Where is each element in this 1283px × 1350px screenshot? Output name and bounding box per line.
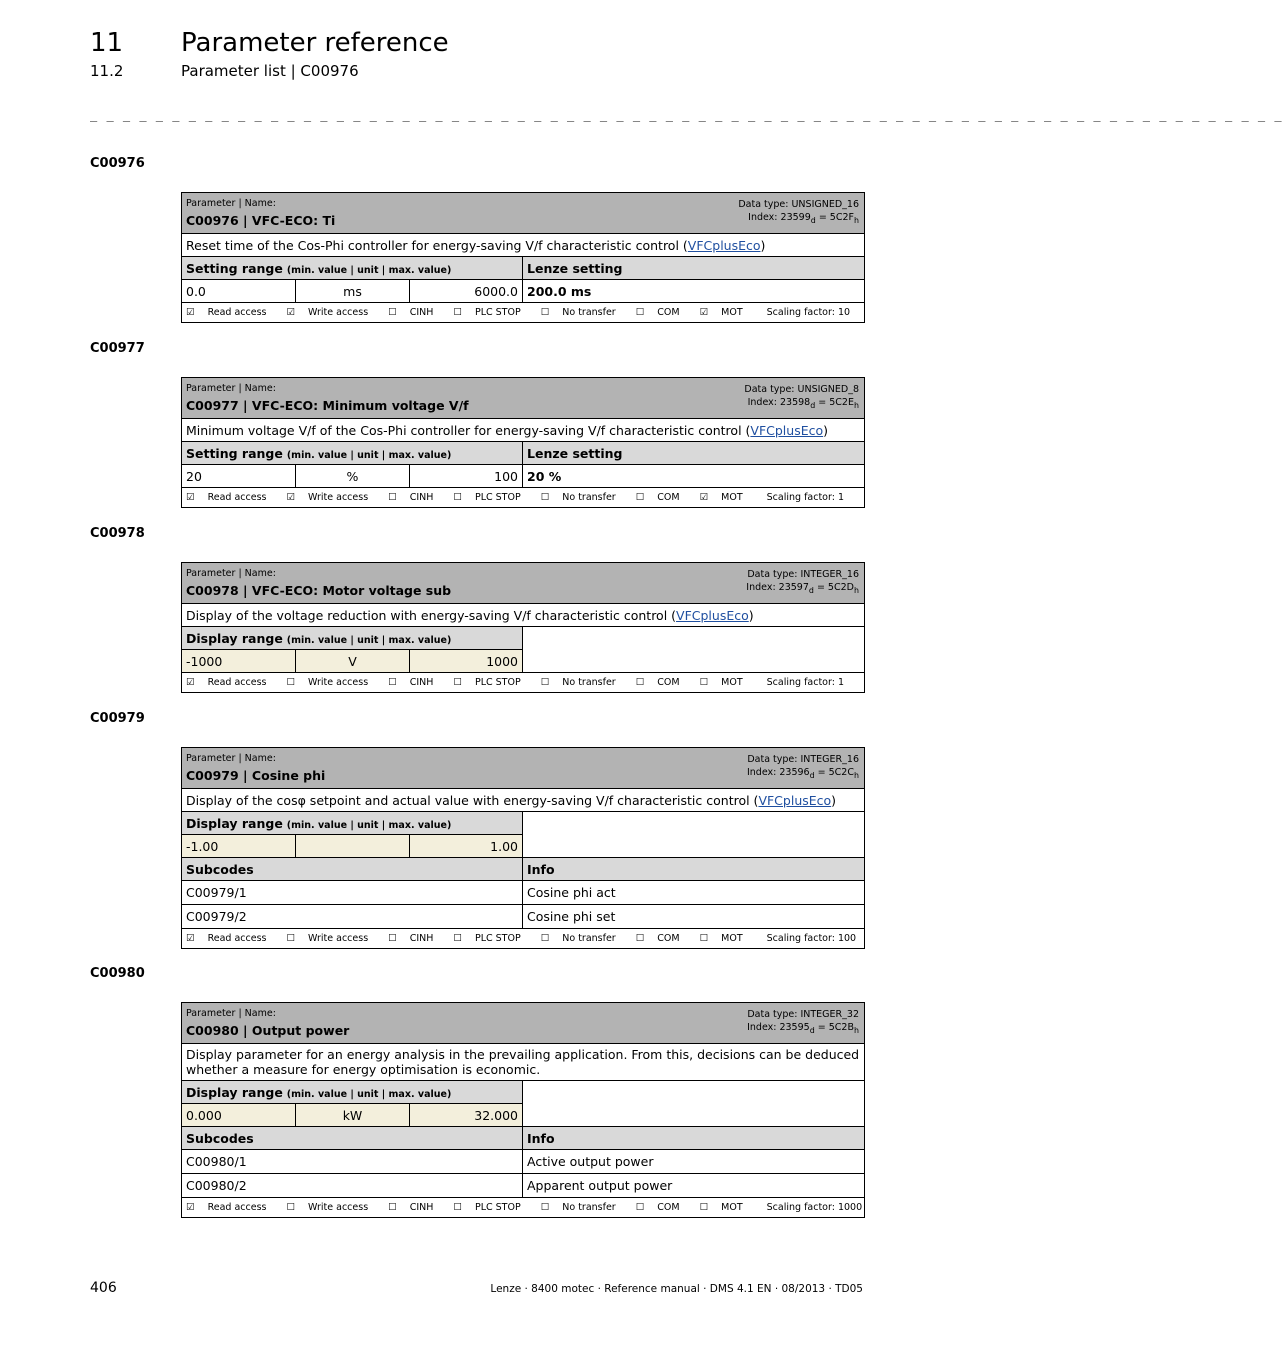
setting-range-header: Setting range (min. value | unit | max. value) [182,257,523,280]
min-value: 20 [182,465,296,488]
subcode: C00979/2 [182,905,523,929]
max-value: 32.000 [410,1104,523,1127]
access-flags: ☑ Read access ☐ Write access ☐ CINH ☐ PLC STOP ☐ No transfer ☐ COM ☐ MOT Scaling factor: 1 [182,673,865,693]
min-value: -1.00 [182,835,296,858]
param-name-label: Parameter | Name: [186,198,276,209]
unit-value: V [296,650,410,673]
empty-cell [523,1081,865,1127]
dashed-separator: _ _ _ _ _ _ _ _ _ _ _ _ _ _ _ _ _ _ _ _ _ _ _ _ _ _ _ _ _ _ _ _ _ _ _ _ _ _ _ _ _ _ _ _ _ _ _ _ _ _ _ _ _ _ _ _ _ _ _ _ _ _ _ _ _ _ _ _ _ _ _ _ _ [90,108,1283,122]
min-value: -1000 [182,650,296,673]
param-table-c00978 [181,562,865,693]
section-title: Parameter list | C00976 [181,62,359,80]
max-value: 6000.0 [410,280,523,303]
access-flags: ☑ Read access ☐ Write access ☐ CINH ☐ PLC STOP ☐ No transfer ☐ COM ☐ MOT Scaling factor: 1000 [182,1198,865,1218]
param-name: C00978 | VFC-ECO: Motor voltage sub [186,583,452,598]
param-table-c00977 [181,377,865,508]
unit-value: % [296,465,410,488]
param-description: Minimum voltage V/f of the Cos-Phi controller for energy-saving V/f characteristic control (VFCplusEco) [182,419,865,442]
param-type-index: Data type: UNSIGNED_16 Index: $23599_d = 5C2F_h$ [738,199,859,225]
subcode-info: Cosine phi set [523,905,865,929]
subcodes-header: Subcodes [182,858,523,881]
display-range-header: Display range (min. value | unit | max. value) [182,812,523,835]
param-table-c00976 [181,192,865,323]
lenze-setting-header: Lenze setting [523,442,865,465]
unit-value: kW [296,1104,410,1127]
info-header: Info [523,858,865,881]
param-type-index: Data type: INTEGER_16 Index: $23597_d = 5C2D_h$ [746,569,859,595]
access-flags: ☑ Read access ☐ Write access ☐ CINH ☐ PLC STOP ☐ No transfer ☐ COM ☐ MOT Scaling factor: 100 [182,929,865,949]
param-name: C00979 | Cosine phi [186,768,326,783]
subcode: C00979/1 [182,881,523,905]
param-type-index: Data type: INTEGER_16 Index: $23596_d = 5C2C_h$ [746,754,859,780]
unit-value [296,835,410,858]
lenze-setting-header: Lenze setting [523,257,865,280]
display-range-header: Display range (min. value | unit | max. value) [182,1081,523,1104]
param-name-label: Parameter | Name: [186,1008,276,1019]
info-header: Info [523,1127,865,1150]
subcode-info: Apparent output power [523,1174,865,1198]
lenze-setting-value: 20 % [523,465,865,488]
subcode: C00980/1 [182,1150,523,1174]
param-heading-c00980: C00980 [90,966,145,981]
param-type-index: Data type: UNSIGNED_8 Index: $23598_d = 5C2E_h$ [744,384,859,410]
vfcpluseco-link[interactable]: VFCplusEco [687,237,761,253]
chapter-title: Parameter reference [181,28,449,58]
empty-cell [523,812,865,858]
param-name: C00976 | VFC-ECO: Ti [186,213,336,228]
lenze-setting-value: 200.0 ms [523,280,865,303]
subcode-info: Cosine phi act [523,881,865,905]
param-heading-c00979: C00979 [90,711,145,726]
param-heading-c00977: C00977 [90,341,145,356]
min-value: 0.0 [182,280,296,303]
param-name-label: Parameter | Name: [186,753,276,764]
param-heading-c00976: C00976 [90,156,145,171]
page-number: 406 [90,1280,117,1296]
access-flags: ☑ Read access ☑ Write access ☐ CINH ☐ PLC STOP ☐ No transfer ☐ COM ☑ MOT Scaling factor: 1 [182,488,865,508]
min-value: 0.000 [182,1104,296,1127]
param-heading-c00978: C00978 [90,526,145,541]
param-name-label: Parameter | Name: [186,383,276,394]
subcodes-header: Subcodes [182,1127,523,1150]
subcode-info: Active output power [523,1150,865,1174]
param-type-index: Data type: INTEGER_32 Index: $23595_d = 5C2B_h$ [747,1009,859,1035]
empty-cell [523,627,865,673]
vfcpluseco-link[interactable]: VFCplusEco [676,607,749,623]
section-number: 11.2 [90,62,124,80]
param-description: Display parameter for an energy analysis in the prevailing application. From this, decisions can be deduced whether a measure for energy optimisation is economic. [182,1044,865,1081]
param-description: Reset time of the Cos-Phi controller for energy-saving V/f characteristic control (VFCplusEco) [182,234,865,257]
param-description: Display of the voltage reduction with energy-saving V/f characteristic control (VFCplusEco) [182,604,865,627]
param-name: C00980 | Output power [186,1023,350,1038]
param-table-c00980 [181,1002,865,1218]
subcode: C00980/2 [182,1174,523,1198]
footer-text: Lenze · 8400 motec · Reference manual · DMS 4.1 EN · 08/2013 · TD05 [490,1283,863,1295]
param-description: Display of the cosφ setpoint and actual value with energy-saving V/f characteristic control (VFCplusEco) [182,789,865,812]
display-range-header: Display range (min. value | unit | max. value) [182,627,523,650]
max-value: 1000 [410,650,523,673]
param-name: C00977 | VFC-ECO: Minimum voltage V/f [186,398,469,413]
access-flags: ☑ Read access ☑ Write access ☐ CINH ☐ PLC STOP ☐ No transfer ☐ COM ☑ MOT Scaling factor: 10 [182,303,865,323]
param-name-label: Parameter | Name: [186,568,276,579]
max-value: 1.00 [410,835,523,858]
param-table-c00979 [181,747,865,949]
setting-range-header: Setting range (min. value | unit | max. value) [182,442,523,465]
chapter-number: 11 [90,28,124,58]
unit-value: ms [296,280,410,303]
vfcpluseco-link[interactable]: VFCplusEco [750,422,824,438]
max-value: 100 [410,465,523,488]
vfcpluseco-link[interactable]: VFCplusEco [758,792,832,808]
